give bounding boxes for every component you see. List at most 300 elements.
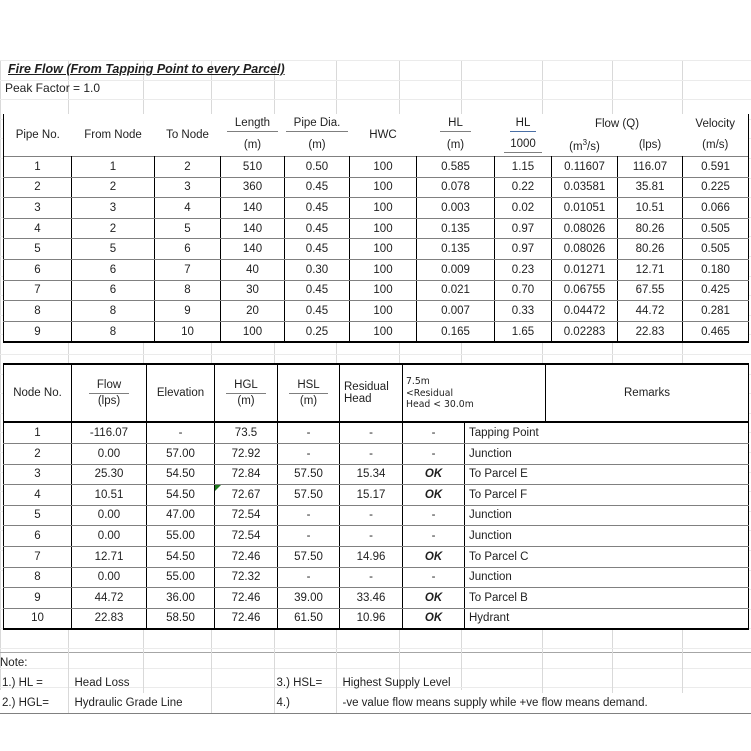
spacer-row	[0, 98, 751, 114]
table-row	[4, 588, 749, 609]
col-header-flow-unit-lps: (lps)	[638, 139, 662, 152]
node-cell-flow: 25.30	[72, 464, 147, 485]
pipe-cell-hwc: 100	[350, 259, 417, 280]
pipe-cell-dia: 0.45	[285, 301, 350, 322]
pipe-cell-hl: 0.021	[417, 280, 495, 301]
pipe-cell-length: 100	[221, 321, 285, 342]
node-cell-check	[403, 588, 465, 609]
col-header-hl-slope	[495, 114, 552, 135]
col-header-residual-criteria	[403, 364, 546, 422]
node-cell-node: 6	[4, 526, 72, 547]
pipe-cell-pipe_no: 5	[4, 239, 72, 260]
note-title-pad2	[143, 653, 211, 674]
col-header-hsl-unit: (m)	[299, 395, 318, 408]
node-cell-residual: 10.96	[340, 608, 403, 629]
residual-head-line2: Head	[344, 393, 372, 406]
pipe-cell-pipe_no: 8	[4, 301, 72, 322]
pipe-cell-hl: 0.135	[417, 218, 495, 239]
pipe-cell-q_cms: 0.02283	[552, 321, 618, 342]
pipe-cell-pipe_no: 2	[4, 177, 72, 198]
col-header-elevation: Elevation	[147, 364, 215, 422]
note-title-pad8	[542, 653, 612, 674]
node-cell-hsl: -	[278, 422, 340, 443]
node-cell-residual: -	[340, 567, 403, 588]
note-title-pad3	[211, 653, 274, 674]
table-row	[4, 177, 749, 198]
pipe-cell-dia: 0.45	[285, 239, 350, 260]
node-cell-residual: -	[340, 443, 403, 464]
pipe-data-table	[3, 114, 749, 343]
pipe-cell-to_node: 5	[155, 218, 221, 239]
node-cell-hsl: -	[278, 443, 340, 464]
pipe-cell-q_cms: 0.03581	[552, 177, 618, 198]
node-cell-flow: 0.00	[72, 526, 147, 547]
note-1-pad3	[542, 673, 612, 693]
col-header-length	[221, 114, 285, 135]
node-cell-elev: 54.50	[147, 485, 215, 506]
node-cell-remarks: To Parcel E	[465, 464, 749, 485]
node-header-row	[4, 364, 749, 422]
pipe-cell-hwc: 100	[350, 239, 417, 260]
node-cell-check	[403, 464, 465, 485]
col-header-hl	[417, 114, 495, 135]
status-badge-ok: OK	[424, 591, 443, 604]
node-cell-elev: -	[147, 422, 215, 443]
node-cell-elev: 47.00	[147, 505, 215, 526]
node-cell-residual: 15.17	[340, 485, 403, 506]
pipe-cell-pipe_no: 3	[4, 198, 72, 219]
pipe-cell-hl: 0.007	[417, 301, 495, 322]
node-cell-node: 8	[4, 567, 72, 588]
pipe-table-body	[4, 157, 749, 343]
node-cell-flow: 0.00	[72, 567, 147, 588]
col-header-pipe-dia	[285, 114, 350, 135]
pipe-cell-length: 140	[221, 198, 285, 219]
node-cell-remarks: Junction	[465, 505, 749, 526]
pipe-cell-length: 30	[221, 280, 285, 301]
col-header-length-unit: (m)	[243, 139, 262, 152]
node-cell-check: -	[403, 505, 465, 526]
pipe-cell-from_node: 8	[72, 321, 155, 342]
node-cell-hsl: -	[278, 526, 340, 547]
node-cell-check: -	[403, 567, 465, 588]
note-title-pad6	[399, 653, 461, 674]
pipe-cell-hl1000: 0.23	[495, 259, 552, 280]
table-row	[4, 505, 749, 526]
table-row	[4, 422, 749, 443]
note-title-pad7	[461, 653, 542, 674]
pipe-cell-from_node: 6	[72, 280, 155, 301]
table-row	[4, 608, 749, 629]
node-cell-hsl: -	[278, 567, 340, 588]
node-cell-residual: 15.34	[340, 464, 403, 485]
col-header-hsl-label: HSL	[289, 379, 327, 394]
node-cell-node: 1	[4, 422, 72, 443]
node-cell-check	[403, 608, 465, 629]
col-header-hl-slope-numerator: HL	[510, 117, 537, 132]
pipe-cell-hl1000: 0.97	[495, 218, 552, 239]
node-cell-flow: 0.00	[72, 443, 147, 464]
pipe-cell-pipe_no: 7	[4, 280, 72, 301]
pipe-cell-vel: 0.180	[683, 259, 749, 280]
pipe-cell-q_cms: 0.08026	[552, 239, 618, 260]
note-3-label	[274, 673, 336, 693]
col-header-node-flow-label: Flow	[89, 379, 129, 394]
note-1-label	[0, 673, 68, 693]
node-cell-node: 7	[4, 546, 72, 567]
pipe-cell-to_node: 6	[155, 239, 221, 260]
pipe-cell-q_cms: 0.06755	[552, 280, 618, 301]
pipe-cell-to_node: 7	[155, 259, 221, 280]
table-row	[4, 301, 749, 322]
pipe-cell-from_node: 1	[72, 157, 155, 178]
node-cell-hgl: 72.54	[215, 526, 278, 547]
node-cell-check: -	[403, 526, 465, 547]
pipe-cell-q_lps: 44.72	[618, 301, 683, 322]
pipe-cell-dia: 0.30	[285, 259, 350, 280]
col-header-hl-slope-denominator	[495, 135, 552, 157]
note-2-pad1	[211, 693, 274, 714]
node-cell-check	[403, 546, 465, 567]
node-cell-hgl: 72.46	[215, 546, 278, 567]
node-flow-header-stack	[72, 378, 146, 409]
table-row	[4, 239, 749, 260]
node-cell-hgl: 72.46	[215, 608, 278, 629]
node-cell-hgl: 73.5	[215, 422, 278, 443]
pipe-cell-q_cms: 0.08026	[552, 218, 618, 239]
note-1-pad1	[143, 673, 211, 693]
node-cell-flow: -116.07	[72, 422, 147, 443]
pipe-cell-from_node: 2	[72, 177, 155, 198]
pipe-cell-length: 140	[221, 239, 285, 260]
table-row	[4, 464, 749, 485]
node-cell-node: 5	[4, 505, 72, 526]
note-3-abbrev: HSL=	[293, 677, 323, 690]
node-cell-node: 10	[4, 608, 72, 629]
table-row	[4, 280, 749, 301]
pipe-cell-q_cms: 0.11607	[552, 157, 618, 178]
col-header-node-no: Node No.	[4, 364, 72, 422]
node-cell-hgl: 72.32	[215, 567, 278, 588]
status-badge-ok: OK	[424, 468, 443, 481]
note-3-num: 3.)	[276, 677, 290, 690]
hgl-header-stack	[215, 378, 277, 409]
note-2-label	[0, 693, 68, 714]
status-badge-ok: OK	[424, 612, 443, 625]
col-header-pipe-dia-label: Pipe Dia.	[286, 117, 349, 132]
pipe-cell-hl1000: 0.70	[495, 280, 552, 301]
pipe-cell-to_node: 8	[155, 280, 221, 301]
pipe-cell-dia: 0.45	[285, 177, 350, 198]
pipe-cell-dia: 0.50	[285, 157, 350, 178]
node-cell-remarks: Tapping Point	[465, 422, 749, 443]
pipe-cell-q_lps: 12.71	[618, 259, 683, 280]
pipe-cell-length: 510	[221, 157, 285, 178]
note-3-text: Highest Supply Level	[336, 673, 542, 693]
col-header-hl-label: HL	[440, 117, 471, 132]
pipe-cell-vel: 0.505	[683, 239, 749, 260]
node-cell-hsl: 57.50	[278, 464, 340, 485]
note-title: Note:	[0, 653, 68, 674]
col-header-hl-unit: (m)	[446, 139, 465, 152]
note-title-pad4	[274, 653, 336, 674]
node-cell-hgl: 72.54	[215, 505, 278, 526]
node-cell-node: 2	[4, 443, 72, 464]
note-4-text: -ve value flow means supply while +ve flow means demand.	[336, 693, 751, 714]
col-header-hgl	[215, 364, 278, 422]
pipe-cell-dia: 0.45	[285, 198, 350, 219]
note-2-text: Hydraulic Grade Line	[68, 693, 211, 714]
node-cell-flow: 12.71	[72, 546, 147, 567]
pipe-cell-q_cms: 0.01271	[552, 259, 618, 280]
pipe-cell-vel: 0.225	[683, 177, 749, 198]
flow-unit-cms-tail: /s)	[587, 140, 600, 153]
pipe-cell-vel: 0.066	[683, 198, 749, 219]
pipe-cell-hl: 0.585	[417, 157, 495, 178]
pipe-cell-q_lps: 22.83	[618, 321, 683, 342]
col-header-remarks: Remarks	[546, 364, 749, 422]
note-2-num: 2.)	[2, 697, 16, 710]
criteria-line2: <Residual	[406, 387, 454, 399]
node-cell-residual: 33.46	[340, 588, 403, 609]
node-cell-elev: 58.50	[147, 608, 215, 629]
node-cell-check: -	[403, 443, 465, 464]
title-row	[0, 60, 751, 79]
col-header-node-flow-unit: (lps)	[97, 395, 121, 408]
flow-unit-cms-base: (m	[569, 140, 583, 153]
col-header-velocity-unit: (m/s)	[683, 135, 749, 157]
node-cell-remarks: Junction	[465, 443, 749, 464]
node-cell-flow: 44.72	[72, 588, 147, 609]
note-row-2	[0, 693, 751, 714]
pipe-cell-hwc: 100	[350, 157, 417, 178]
node-cell-residual: 14.96	[340, 546, 403, 567]
pipe-cell-pipe_no: 6	[4, 259, 72, 280]
status-badge-ok: OK	[424, 488, 443, 501]
note-title-row	[0, 653, 751, 674]
note-1-pad2	[211, 673, 274, 693]
criteria-line3: Head < 30.0m	[406, 399, 474, 410]
table-row	[4, 259, 749, 280]
pipe-cell-length: 140	[221, 218, 285, 239]
pipe-cell-hl1000: 1.65	[495, 321, 552, 342]
col-header-length-label: Length	[227, 117, 278, 132]
note-row-1	[0, 673, 751, 693]
pipe-cell-hwc: 100	[350, 177, 417, 198]
col-header-residual-head	[340, 364, 403, 422]
pipe-cell-q_cms: 0.01051	[552, 198, 618, 219]
node-cell-residual: -	[340, 505, 403, 526]
pipe-cell-hl: 0.135	[417, 239, 495, 260]
pipe-cell-hwc: 100	[350, 301, 417, 322]
pipe-cell-hl: 0.078	[417, 177, 495, 198]
note-1-abbrev: HL =	[18, 677, 43, 690]
node-cell-residual: -	[340, 422, 403, 443]
pipe-cell-q_lps: 116.07	[618, 157, 683, 178]
peak-factor-label: Peak Factor = 1.0	[5, 81, 101, 96]
pipe-cell-vel: 0.465	[683, 321, 749, 342]
note-1-pad5	[682, 673, 751, 693]
node-cell-flow: 22.83	[72, 608, 147, 629]
pipe-cell-hwc: 100	[350, 218, 417, 239]
pipe-cell-from_node: 8	[72, 301, 155, 322]
note-1-num: 1.)	[2, 677, 16, 690]
col-header-node-flow	[72, 364, 147, 422]
pipe-cell-from_node: 6	[72, 259, 155, 280]
table-row	[4, 321, 749, 342]
pipe-cell-length: 20	[221, 301, 285, 322]
col-header-hwc: HWC	[369, 128, 397, 141]
node-cell-elev: 54.50	[147, 546, 215, 567]
node-cell-remarks: To Parcel F	[465, 485, 749, 506]
table-row	[4, 198, 749, 219]
node-cell-elev: 55.00	[147, 567, 215, 588]
node-cell-hsl: 61.50	[278, 608, 340, 629]
pipe-cell-hl: 0.009	[417, 259, 495, 280]
pipe-cell-q_lps: 10.51	[618, 198, 683, 219]
node-cell-hsl: 57.50	[278, 546, 340, 567]
pipe-cell-hl1000: 0.02	[495, 198, 552, 219]
note-title-pad10	[682, 653, 751, 674]
note-title-pad5	[336, 653, 399, 674]
node-cell-node: 3	[4, 464, 72, 485]
pipe-cell-vel: 0.425	[683, 280, 749, 301]
pipe-cell-to_node: 3	[155, 177, 221, 198]
peak-factor-row	[0, 79, 751, 98]
pipe-cell-to_node: 2	[155, 157, 221, 178]
pipe-cell-dia: 0.45	[285, 280, 350, 301]
node-cell-check	[403, 485, 465, 506]
table-row	[4, 567, 749, 588]
note-1-pad4	[612, 673, 682, 693]
note-1-text: Head Loss	[68, 673, 143, 693]
pipe-cell-to_node: 4	[155, 198, 221, 219]
table-row	[4, 218, 749, 239]
pipe-cell-q_cms: 0.04472	[552, 301, 618, 322]
table-row	[4, 526, 749, 547]
pipe-cell-from_node: 5	[72, 239, 155, 260]
note-4-num: 4.)	[276, 697, 290, 710]
node-cell-hgl: 72.84	[215, 464, 278, 485]
note-4-label	[274, 693, 336, 714]
residual-head-line1: Residual	[344, 381, 389, 394]
node-cell-hsl: -	[278, 505, 340, 526]
pipe-cell-from_node: 2	[72, 218, 155, 239]
pipe-cell-vel: 0.505	[683, 218, 749, 239]
pipe-cell-q_lps: 80.26	[618, 218, 683, 239]
pipe-cell-length: 40	[221, 259, 285, 280]
node-cell-elev: 55.00	[147, 526, 215, 547]
node-cell-remarks: To Parcel B	[465, 588, 749, 609]
pipe-cell-q_lps: 80.26	[618, 239, 683, 260]
node-cell-remarks: Junction	[465, 567, 749, 588]
node-cell-elev: 36.00	[147, 588, 215, 609]
pipe-cell-pipe_no: 9	[4, 321, 72, 342]
node-cell-residual: -	[340, 526, 403, 547]
node-cell-hgl: 72.46	[215, 588, 278, 609]
status-badge-ok: OK	[424, 550, 443, 563]
col-header-velocity: Velocity	[683, 114, 749, 135]
col-header-pipe-no: Pipe No.	[4, 114, 72, 157]
spreadsheet-content	[0, 60, 751, 714]
page-title: Fire Flow (From Tapping Point to every Parcel)	[8, 61, 285, 76]
spacer-cell	[0, 98, 751, 114]
col-header-pipe-dia-unit: (m)	[308, 139, 326, 152]
pipe-cell-pipe_no: 1	[4, 157, 72, 178]
pipe-cell-length: 360	[221, 177, 285, 198]
node-cell-remarks: To Parcel C	[465, 546, 749, 567]
pipe-cell-hwc: 100	[350, 198, 417, 219]
node-cell-node: 4	[4, 485, 72, 506]
node-cell-remarks: Junction	[465, 526, 749, 547]
title-block	[0, 60, 751, 114]
pipe-cell-dia: 0.25	[285, 321, 350, 342]
node-cell-hsl: 57.50	[278, 485, 340, 506]
pipe-cell-to_node: 9	[155, 301, 221, 322]
col-header-hgl-unit: (m)	[237, 395, 255, 408]
flow-unit-cms-exponent: 3	[582, 137, 588, 147]
pipe-cell-vel: 0.591	[683, 157, 749, 178]
node-cell-flow: 10.51	[72, 485, 147, 506]
pipe-cell-dia: 0.45	[285, 218, 350, 239]
note-title-pad9	[612, 653, 682, 674]
pipe-cell-vel: 0.281	[683, 301, 749, 322]
col-header-to-node: To Node	[166, 128, 209, 141]
pipe-cell-hl1000: 1.15	[495, 157, 552, 178]
col-header-hsl	[278, 364, 340, 422]
pipe-cell-hwc: 100	[350, 280, 417, 301]
node-table-body	[4, 422, 749, 629]
col-header-flow-group: Flow (Q)	[594, 118, 640, 131]
node-cell-check: -	[403, 422, 465, 443]
pipe-cell-pipe_no: 4	[4, 218, 72, 239]
pipe-cell-q_lps: 67.55	[618, 280, 683, 301]
node-cell-hgl: 72.92	[215, 443, 278, 464]
pipe-cell-q_lps: 35.81	[618, 177, 683, 198]
table-row	[4, 443, 749, 464]
table-row	[4, 485, 749, 506]
hsl-header-stack	[278, 378, 339, 409]
pipe-cell-hl1000: 0.33	[495, 301, 552, 322]
pipe-cell-hl1000: 0.97	[495, 239, 552, 260]
node-data-table	[3, 363, 749, 630]
table-row	[4, 546, 749, 567]
node-cell-remarks: Hydrant	[465, 608, 749, 629]
node-cell-elev: 57.00	[147, 443, 215, 464]
pipe-cell-hwc: 100	[350, 321, 417, 342]
note-2-abbrev: HGL=	[18, 697, 49, 710]
pipe-cell-from_node: 3	[72, 198, 155, 219]
node-cell-node: 9	[4, 588, 72, 609]
node-cell-elev: 54.50	[147, 464, 215, 485]
node-cell-hsl: 39.00	[278, 588, 340, 609]
note-title-pad1	[68, 653, 143, 674]
node-cell-hgl: 72.67	[215, 485, 278, 506]
col-header-from-node: From Node	[84, 128, 142, 141]
pipe-cell-hl1000: 0.22	[495, 177, 552, 198]
pipe-header-row-1	[4, 114, 749, 135]
col-header-hgl-label: HGL	[226, 379, 266, 394]
note-block	[0, 652, 751, 714]
table-gap	[0, 343, 751, 363]
criteria-line1: 7.5m	[406, 376, 430, 388]
pipe-cell-hl: 0.165	[417, 321, 495, 342]
pipe-cell-to_node: 10	[155, 321, 221, 342]
pipe-cell-hl: 0.003	[417, 198, 495, 219]
table-row	[4, 157, 749, 178]
col-header-hl-slope-denominator-label: 1000	[504, 138, 542, 152]
col-header-flow-unit-cms	[552, 135, 618, 157]
